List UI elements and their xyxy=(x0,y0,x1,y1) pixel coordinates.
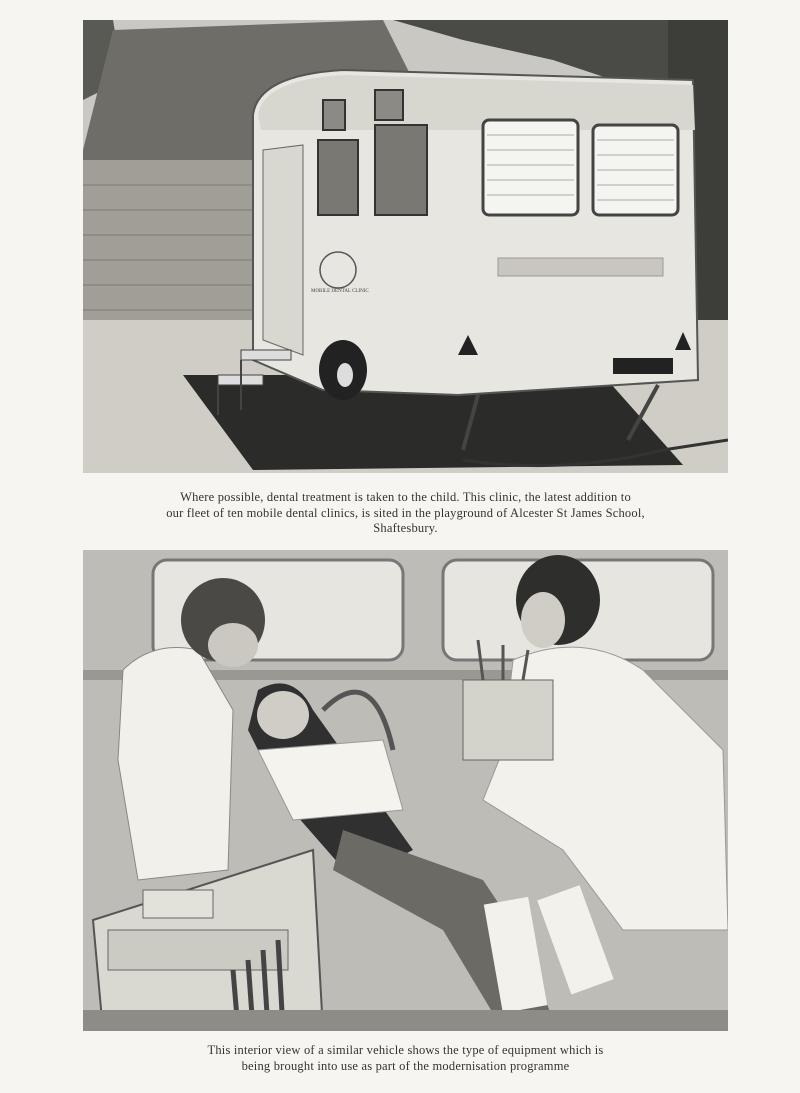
clinic-interior-photo xyxy=(83,550,728,1031)
mobile-clinic-photo xyxy=(83,20,728,473)
caption-line: Where possible, dental treatment is taken to the child. This clinic, the latest addition to xyxy=(180,490,631,504)
caption-line: being brought into use as part of the modernisation programme xyxy=(241,1058,570,1073)
mobile-clinic-illustration xyxy=(83,20,728,473)
caption-mobile-clinic xyxy=(83,490,728,537)
caption-line: Shaftesbury. xyxy=(373,521,438,535)
clinic-interior-illustration xyxy=(83,550,728,1031)
svg-text:MOBILE DENTAL CLINIC: MOBILE DENTAL CLINIC xyxy=(311,289,369,294)
caption-interior xyxy=(83,1043,728,1074)
caption-line: our fleet of ten mobile dental clinics, is sited in the playground of Alcester St James School, xyxy=(166,505,645,520)
caption-line: This interior view of a similar vehicle shows the type of equipment which is xyxy=(207,1043,604,1057)
